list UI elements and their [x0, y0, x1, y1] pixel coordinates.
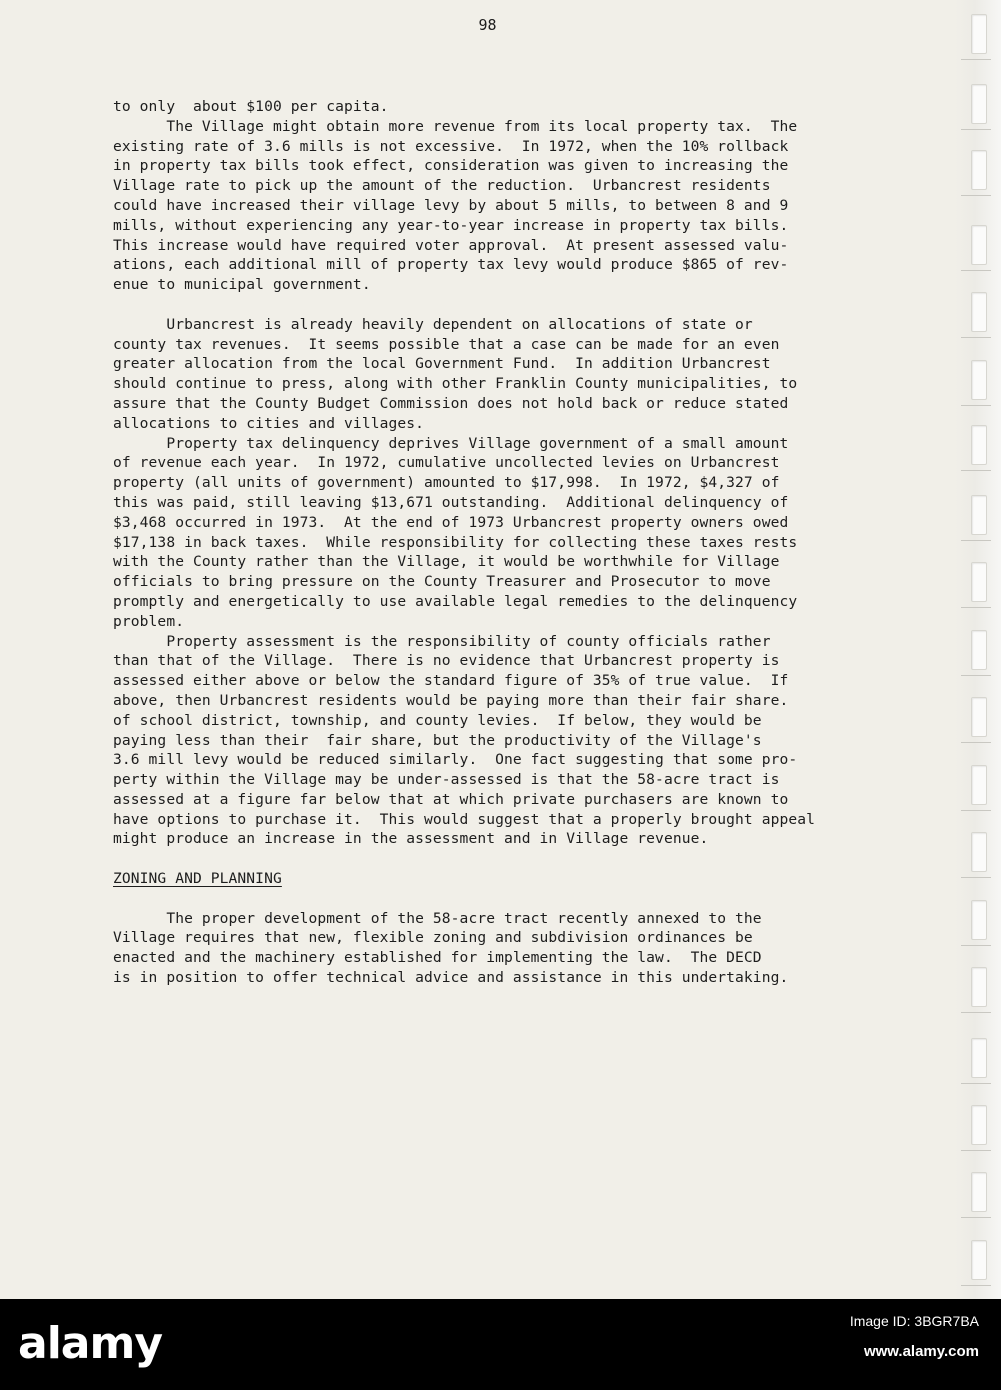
binder-hole — [971, 425, 987, 465]
binder-hole-edge — [961, 675, 991, 676]
text-line: of revenue each year. In 1972, cumulative uncollected levies on Urbancrest — [113, 454, 780, 472]
binder-hole — [971, 697, 987, 737]
binder-hole — [971, 900, 987, 940]
binder-hole-edge — [961, 742, 991, 743]
text-line: Village requires that new, flexible zoning and subdivision ordinances be — [113, 929, 753, 947]
binder-hole-edge — [961, 1012, 991, 1013]
text-line: above, then Urbancrest residents would be paying more than their fair share. — [113, 691, 789, 709]
text-line: enue to municipal government. — [113, 276, 371, 294]
text-line — [113, 295, 883, 315]
text-line: is in position to offer technical advice and assistance in this undertaking. — [113, 969, 789, 987]
binder-hole-edge — [961, 1150, 991, 1151]
binder-hole-edge — [961, 129, 991, 130]
binder-hole-edge — [961, 337, 991, 338]
binder-hole — [971, 1105, 987, 1145]
text-line: $17,138 in back taxes. While responsibility for collecting these taxes rests — [113, 533, 798, 551]
text-line: This increase would have required voter approval. At present assessed valu- — [113, 236, 789, 254]
watermark-logo: alamy — [18, 1318, 162, 1369]
body-text — [113, 97, 883, 988]
text-line: Urbancrest is already heavily dependent on allocations of state or — [113, 315, 753, 333]
text-line: The proper development of the 58-acre tract recently annexed to the — [113, 909, 762, 927]
binder-hole — [971, 967, 987, 1007]
binder-hole — [971, 292, 987, 332]
text-line: 3.6 mill levy would be reduced similarly. One fact suggesting that some pro- — [113, 751, 798, 769]
text-line: perty within the Village may be under-assessed is that the 58-acre tract is — [113, 771, 780, 789]
text-line: county tax revenues. It seems possible that a case can be made for an even — [113, 335, 780, 353]
binder-hole — [971, 84, 987, 124]
text-line: $3,468 occurred in 1973. At the end of 1973 Urbancrest property owners owed — [113, 513, 789, 531]
text-line: greater allocation from the local Government Fund. In addition Urbancrest — [113, 355, 771, 373]
text-line: promptly and energetically to use available legal remedies to the delinquency — [113, 592, 798, 610]
section-heading: ZONING AND PLANNING — [113, 870, 282, 888]
text-line: with the County rather than the Village, it would be worthwhile for Village — [113, 553, 780, 571]
text-line: this was paid, still leaving $13,671 outstanding. Additional delinquency of — [113, 493, 789, 511]
binder-hole — [971, 1172, 987, 1212]
spacer — [113, 889, 883, 909]
text-line: of school district, township, and county levies. If below, they would be — [113, 711, 762, 729]
image-id-label: Image ID: 3BGR7BA — [849, 1313, 979, 1329]
binder-hole-edge — [961, 1285, 991, 1286]
binder-hole — [971, 562, 987, 602]
binder-hole — [971, 832, 987, 872]
text-line: Property assessment is the responsibility of county officials rather — [113, 632, 771, 650]
text-line: could have increased their village levy by about 5 mills, to between 8 and 9 — [113, 196, 789, 214]
binder-hole — [971, 630, 987, 670]
page-number: 98 — [478, 16, 497, 34]
text-line: officials to bring pressure on the County Treasurer and Prosecutor to move — [113, 573, 771, 591]
text-line: might produce an increase in the assessment and in Village revenue. — [113, 830, 709, 848]
binder-hole — [971, 360, 987, 400]
main-paragraphs — [113, 97, 883, 849]
text-line: should continue to press, along with other Franklin County municipalities, to — [113, 375, 798, 393]
text-line: mills, without experiencing any year-to-year increase in property tax bills. — [113, 216, 789, 234]
binder-hole-edge — [961, 270, 991, 271]
binder-hole-edge — [961, 1217, 991, 1218]
binder-hole-edge — [961, 810, 991, 811]
text-line: ations, each additional mill of property tax levy would produce $865 of rev- — [113, 256, 789, 274]
binder-hole — [971, 1038, 987, 1078]
binder-hole-edge — [961, 59, 991, 60]
binder-hole-edge — [961, 540, 991, 541]
text-line: Village rate to pick up the amount of the reduction. Urbancrest residents — [113, 177, 771, 195]
text-line: allocations to cities and villages. — [113, 414, 425, 432]
text-line: enacted and the machinery established for implementing the law. The DECD — [113, 949, 762, 967]
section-paragraph — [113, 909, 883, 988]
text-line: existing rate of 3.6 mills is not excessive. In 1972, when the 10% rollback — [113, 137, 789, 155]
text-line: assure that the County Budget Commission does not hold back or reduce stated — [113, 394, 789, 412]
text-line: assessed either above or below the standard figure of 35% of true value. If — [113, 672, 789, 690]
binder-hole-edge — [961, 945, 991, 946]
binder-hole — [971, 1240, 987, 1280]
binder-hole — [971, 495, 987, 535]
text-line: than that of the Village. There is no evidence that Urbancrest property is — [113, 652, 780, 670]
text-line: paying less than their fair share, but the productivity of the Village's — [113, 731, 762, 749]
binder-strip — [955, 0, 1001, 1299]
text-line: problem. — [113, 612, 185, 630]
binder-hole — [971, 225, 987, 265]
binder-hole-edge — [961, 607, 991, 608]
spacer — [113, 849, 883, 869]
binder-hole — [971, 765, 987, 805]
binder-hole-edge — [961, 877, 991, 878]
text-line: Property tax delinquency deprives Village government of a small amount — [113, 434, 789, 452]
text-line: assessed at a figure far below that at which private purchasers are known to — [113, 790, 789, 808]
binder-hole-edge — [961, 470, 991, 471]
site-url-label: www.alamy.com — [863, 1343, 979, 1360]
text-line: The Village might obtain more revenue from its local property tax. The — [113, 117, 798, 135]
text-line: to only about $100 per capita. — [113, 98, 389, 115]
text-line: property (all units of government) amounted to $17,998. In 1972, $4,327 of — [113, 474, 780, 492]
binder-hole-edge — [961, 405, 991, 406]
text-line: in property tax bills took effect, consideration was given to increasing the — [113, 157, 789, 175]
text-line: have options to purchase it. This would suggest that a properly brought appeal — [113, 810, 816, 828]
binder-hole-edge — [961, 195, 991, 196]
binder-hole-edge — [961, 1083, 991, 1084]
binder-hole — [971, 150, 987, 190]
